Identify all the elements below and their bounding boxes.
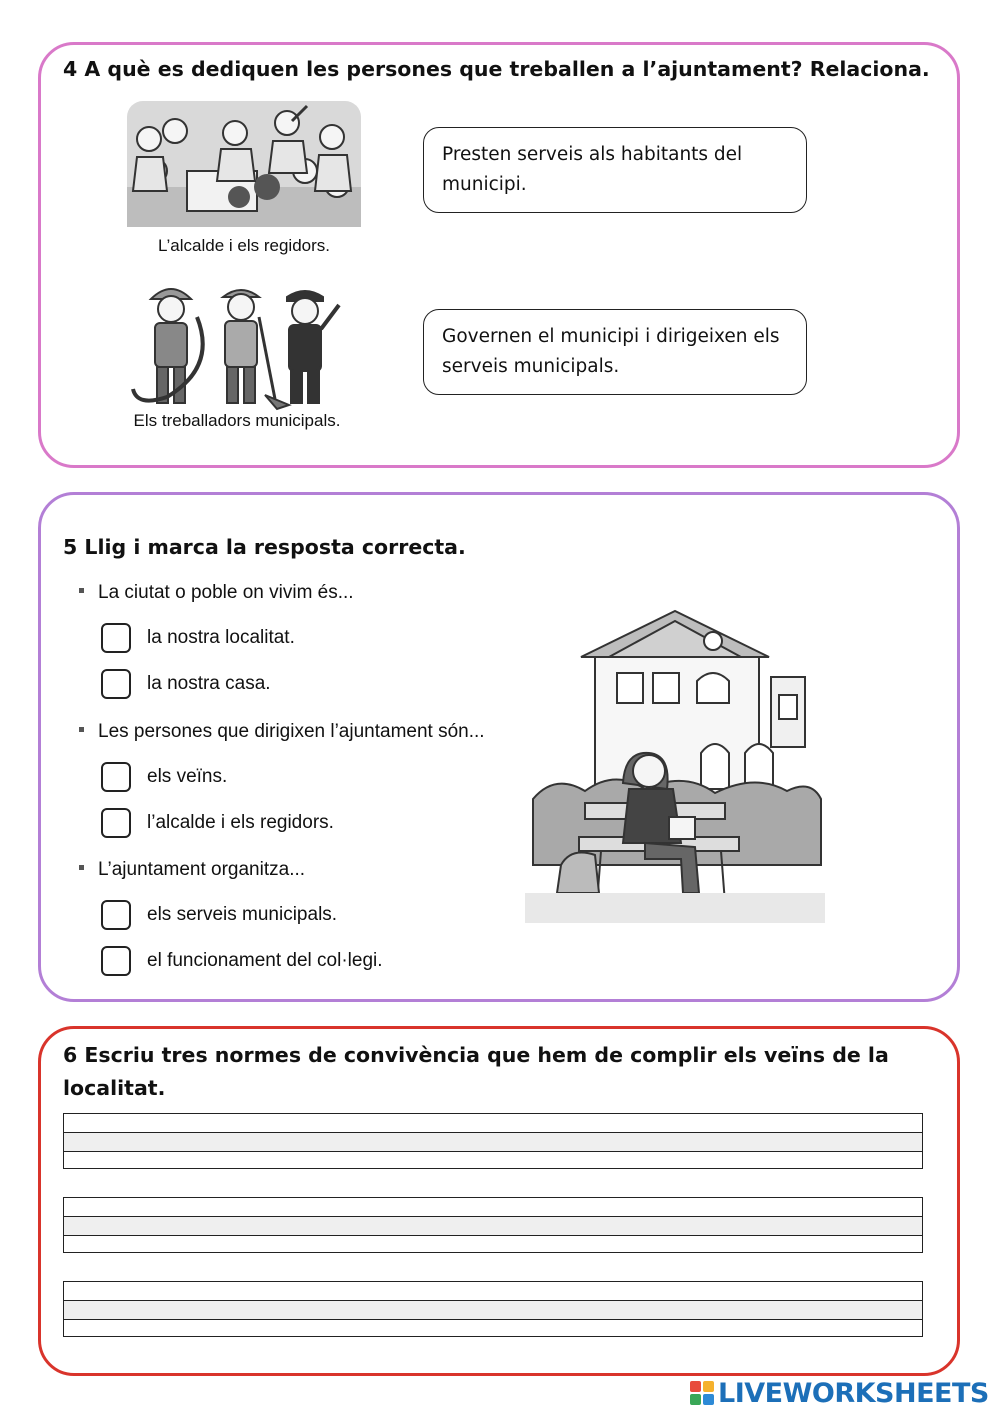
option-5b-2[interactable] [101, 808, 334, 838]
writing-lines-2[interactable] [63, 1197, 923, 1253]
liveworksheets-logo-icon [690, 1381, 714, 1405]
match-option-govern[interactable]: Governen el municipi i dirigeixen els serveis municipals. [423, 309, 807, 395]
question-5b [79, 721, 485, 743]
council-meeting-illustration [127, 101, 361, 227]
writing-line-mid [64, 1216, 922, 1236]
option-5c-1[interactable] [101, 900, 337, 930]
bullet-icon [79, 727, 84, 732]
town-hall-illustration [525, 603, 825, 923]
logo-square [703, 1394, 714, 1405]
checkbox[interactable] [101, 623, 131, 653]
question-5-panel [38, 492, 960, 1002]
option-5a-2[interactable] [101, 669, 271, 699]
logo-square [690, 1381, 701, 1392]
municipal-workers-illustration [127, 277, 347, 413]
option-label: l’alcalde i els regidors. [147, 812, 334, 833]
writing-line-mid [64, 1132, 922, 1152]
checkbox[interactable] [101, 669, 131, 699]
council-caption: L’alcalde i els regidors. [158, 236, 330, 255]
workers-caption: Els treballadors municipals. [133, 411, 341, 430]
checkbox[interactable] [101, 900, 131, 930]
question-6-title-line1: 6 Escriu tres normes de convivència que hem de complir els veïns de la [63, 1043, 889, 1067]
option-5c-2[interactable] [101, 946, 383, 976]
match-option-services[interactable]: Presten serveis als habitants del municipi. [423, 127, 807, 213]
bullet-icon [79, 588, 84, 593]
option-label: la nostra casa. [147, 673, 271, 694]
checkbox[interactable] [101, 808, 131, 838]
option-label: els veïns. [147, 766, 228, 787]
writing-line-mid [64, 1300, 922, 1320]
brand-name: LIVEWORKSHEETS [718, 1377, 989, 1409]
question-5b-text: Les persones que dirigixen l’ajuntament són... [98, 721, 485, 742]
bullet-icon [79, 865, 84, 870]
checkbox[interactable] [101, 762, 131, 792]
question-5c [79, 859, 305, 881]
question-5a-text: La ciutat o poble on vivim és... [98, 582, 354, 603]
question-5-title: 5 Llig i marca la resposta correcta. [63, 535, 466, 559]
question-4-panel [38, 42, 960, 468]
question-5a [79, 582, 354, 604]
option-5a-1[interactable] [101, 623, 295, 653]
question-4-title: 4 A què es dediquen les persones que treballen a l’ajuntament? Relaciona. [63, 57, 930, 81]
logo-square [690, 1394, 701, 1405]
option-label: la nostra localitat. [147, 627, 295, 648]
logo-square [703, 1381, 714, 1392]
option-5b-1[interactable] [101, 762, 227, 792]
question-6-panel [38, 1026, 960, 1376]
writing-lines-1[interactable] [63, 1113, 923, 1169]
question-6-title-line2: localitat. [63, 1076, 166, 1100]
checkbox[interactable] [101, 946, 131, 976]
writing-lines-3[interactable] [63, 1281, 923, 1337]
option-label: el funcionament del col·legi. [147, 950, 383, 971]
option-label: els serveis municipals. [147, 904, 338, 925]
question-5c-text: L’ajuntament organitza... [98, 859, 306, 880]
liveworksheets-brand[interactable] [690, 1376, 989, 1410]
